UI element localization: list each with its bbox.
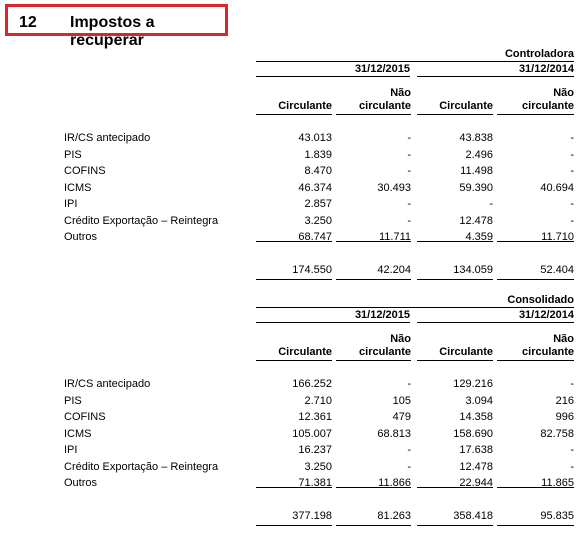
col-rule <box>336 360 411 361</box>
table-cell: 158.690 <box>453 428 493 440</box>
table-cell: 59.390 <box>459 182 493 194</box>
col-nao-line1: Não <box>553 333 574 345</box>
table-cell: - <box>570 149 574 161</box>
row-label: COFINS <box>64 411 106 423</box>
table-cell: - <box>570 461 574 473</box>
date-2015: 31/12/2015 <box>354 63 410 75</box>
entity-label: Controladora <box>504 48 574 60</box>
table-cell: - <box>407 165 411 177</box>
table-cell: 11.710 <box>541 231 574 243</box>
table-cell: 17.638 <box>459 444 493 456</box>
note-number: 12 <box>19 14 37 31</box>
col-rule <box>417 114 493 115</box>
table-cell: 68.747 <box>298 231 332 243</box>
table-cell: - <box>407 198 411 210</box>
total-rule <box>497 525 574 526</box>
table-cell: 30.493 <box>377 182 411 194</box>
row-label: Outros <box>64 477 98 489</box>
table-cell: 16.237 <box>298 444 332 456</box>
total-rule <box>497 279 574 280</box>
subtotal-rule <box>497 241 574 242</box>
table-cell: 479 <box>392 411 411 423</box>
table-cell: - <box>407 444 411 456</box>
total-cell: 358.418 <box>453 510 493 522</box>
total-rule <box>336 525 411 526</box>
row-label: IR/CS antecipado <box>64 132 151 144</box>
total-rule <box>336 279 411 280</box>
subtotal-rule <box>497 487 574 488</box>
table-cell: 11.865 <box>541 477 574 489</box>
total-cell: 52.404 <box>540 264 574 276</box>
total-rule <box>256 525 332 526</box>
table-cell: 68.813 <box>377 428 411 440</box>
table-cell: - <box>489 198 493 210</box>
table-cell: 216 <box>555 395 574 407</box>
col-nao-circulante-2014 <box>497 87 574 113</box>
table-cell: 2.710 <box>304 395 332 407</box>
table-cell: - <box>570 444 574 456</box>
total-cell: 95.835 <box>540 510 574 522</box>
table-cell: - <box>570 132 574 144</box>
table-cell: - <box>570 198 574 210</box>
table-cell: 105 <box>392 395 411 407</box>
table-cell: 40.694 <box>540 182 574 194</box>
col-circulante-2015: Circulante <box>278 100 332 112</box>
col-nao-line1: Não <box>553 87 574 99</box>
table-cell: 11.866 <box>378 477 411 489</box>
col-rule <box>256 114 332 115</box>
table-cell: 14.358 <box>459 411 493 423</box>
table-cell: 11.498 <box>460 165 493 177</box>
table-cell: 166.252 <box>292 378 332 390</box>
entity-label: Consolidado <box>507 294 574 306</box>
header-rule <box>256 61 574 62</box>
date-rule-2015 <box>256 322 410 323</box>
row-label: Crédito Exportação – Reintegra <box>64 215 219 227</box>
table-cell: - <box>407 149 411 161</box>
date-rule-2015 <box>256 76 410 77</box>
col-rule <box>497 360 574 361</box>
date-2015: 31/12/2015 <box>354 309 410 321</box>
table-cell: 43.838 <box>459 132 493 144</box>
table-cell: 105.007 <box>292 428 332 440</box>
row-label: COFINS <box>64 165 106 177</box>
row-label: ICMS <box>64 182 92 194</box>
col-nao-line1: Não <box>390 87 411 99</box>
col-nao-line2: circulante <box>359 100 411 112</box>
row-label: ICMS <box>64 428 92 440</box>
table-cell: 2.857 <box>304 198 332 210</box>
col-nao-line1: Não <box>390 333 411 345</box>
header-rule <box>256 307 574 308</box>
table-cell: 82.758 <box>540 428 574 440</box>
table-cell: - <box>407 132 411 144</box>
col-circulante-2015: Circulante <box>278 346 332 358</box>
subtotal-rule <box>417 487 493 488</box>
col-nao-line2: circulante <box>522 346 574 358</box>
table-cell: - <box>407 461 411 473</box>
total-rule <box>256 279 332 280</box>
total-rule <box>417 279 493 280</box>
date-rule-2014 <box>417 76 574 77</box>
col-rule <box>497 114 574 115</box>
row-label: IPI <box>64 444 78 456</box>
col-nao-line2: circulante <box>359 346 411 358</box>
table-cell: 43.013 <box>298 132 332 144</box>
table-cell: 996 <box>555 411 574 423</box>
table-cell: 3.250 <box>304 461 332 473</box>
table-cell: - <box>570 165 574 177</box>
table-cell: 3.094 <box>465 395 493 407</box>
col-rule <box>256 360 332 361</box>
row-label: IPI <box>64 198 78 210</box>
row-label: PIS <box>64 149 82 161</box>
total-cell: 42.204 <box>377 264 411 276</box>
row-label: PIS <box>64 395 82 407</box>
table-cell: 1.839 <box>304 149 332 161</box>
date-rule-2014 <box>417 322 574 323</box>
table-cell: - <box>407 215 411 227</box>
total-cell: 134.059 <box>453 264 493 276</box>
subtotal-rule <box>417 241 493 242</box>
table-cell: 22.944 <box>459 477 493 489</box>
note-title: Impostos a recuperar <box>70 14 155 49</box>
date-2014: 31/12/2014 <box>518 63 574 75</box>
subtotal-rule <box>256 487 332 488</box>
table-cell: - <box>570 378 574 390</box>
row-label: IR/CS antecipado <box>64 378 151 390</box>
row-label: Crédito Exportação – Reintegra <box>64 461 219 473</box>
total-cell: 81.263 <box>377 510 411 522</box>
col-circulante-2014: Circulante <box>439 346 493 358</box>
col-nao-circulante-2015 <box>336 87 411 113</box>
total-cell: 174.550 <box>292 264 332 276</box>
table-cell: 4.359 <box>465 231 493 243</box>
table-cell: 12.361 <box>298 411 332 423</box>
subtotal-rule <box>336 241 411 242</box>
table-cell: - <box>570 215 574 227</box>
table-cell: 2.496 <box>465 149 493 161</box>
table-cell: 8.470 <box>304 165 332 177</box>
total-rule <box>417 525 493 526</box>
note-title-box <box>5 4 228 49</box>
col-nao-circulante-2014 <box>497 333 574 359</box>
col-circulante-2014: Circulante <box>439 100 493 112</box>
table-cell: 12.478 <box>459 215 493 227</box>
subtotal-rule <box>336 487 411 488</box>
table-cell: 129.216 <box>453 378 493 390</box>
col-nao-circulante-2015 <box>336 333 411 359</box>
table-cell: 12.478 <box>459 461 493 473</box>
table-cell: 71.381 <box>298 477 332 489</box>
table-cell: 11.711 <box>378 231 411 243</box>
table-cell: 3.250 <box>304 215 332 227</box>
col-nao-line2: circulante <box>522 100 574 112</box>
row-label: Outros <box>64 231 98 243</box>
date-2014: 31/12/2014 <box>518 309 574 321</box>
col-rule <box>417 360 493 361</box>
table-cell: - <box>407 378 411 390</box>
col-rule <box>336 114 411 115</box>
subtotal-rule <box>256 241 332 242</box>
table-cell: 46.374 <box>298 182 332 194</box>
total-cell: 377.198 <box>292 510 332 522</box>
